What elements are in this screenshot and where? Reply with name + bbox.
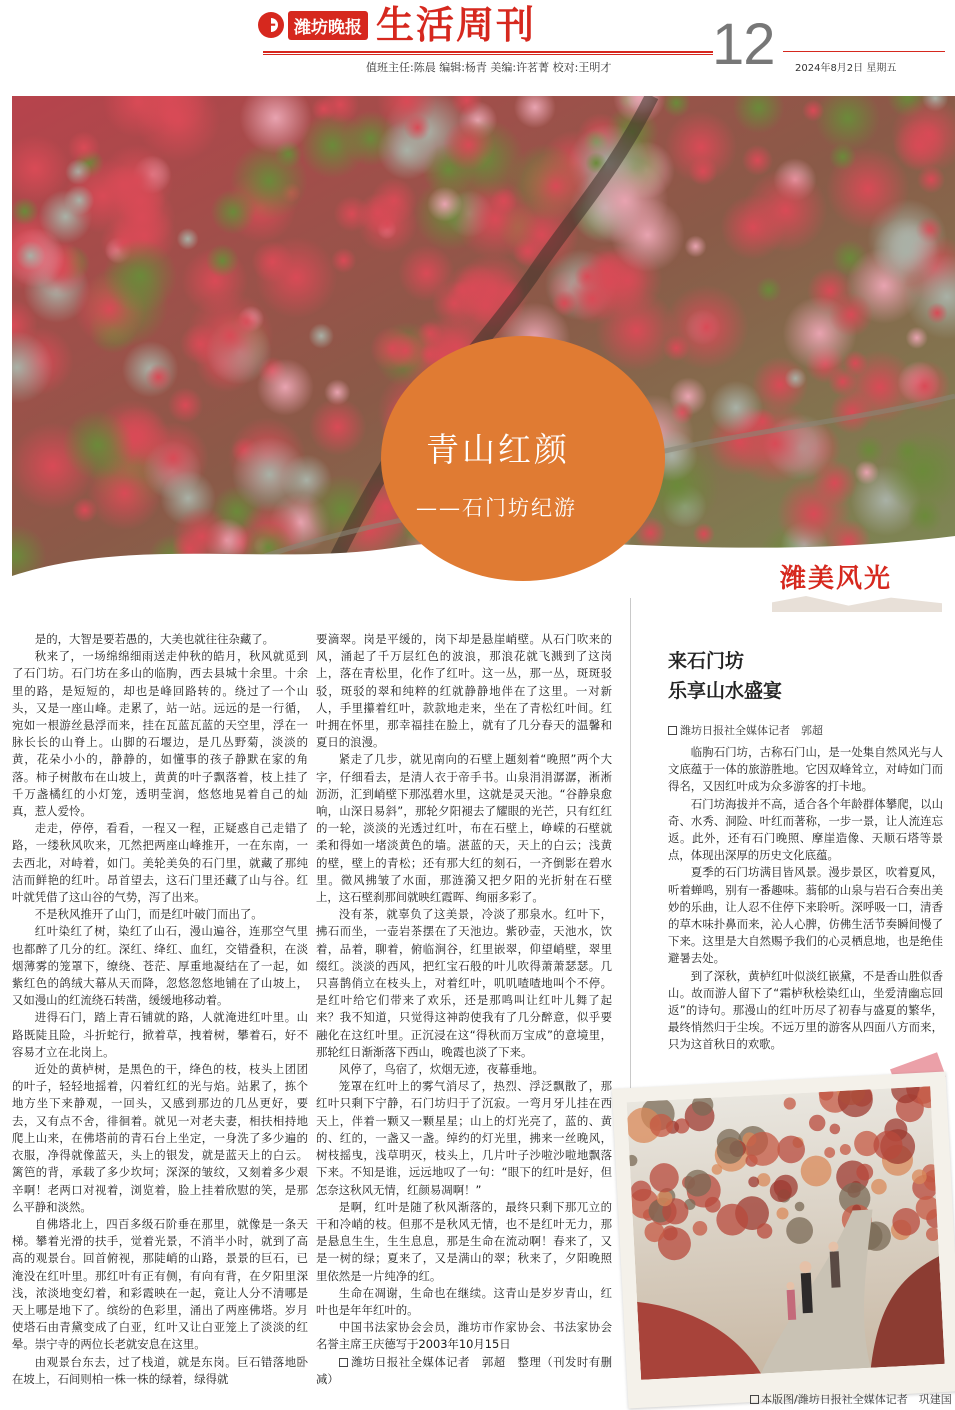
date-rule: [783, 51, 945, 52]
sidebar-title-line1: 来石门坊: [668, 650, 745, 672]
badge-decoration: [772, 596, 942, 612]
foliage-texture: [16, 241, 46, 271]
foliage-texture: [785, 368, 807, 390]
foliage-texture: [357, 193, 417, 253]
sidebar-paragraph: 石门坊海拔并不高，适合各个年龄群体攀爬，以山奇、水秀、洞险、叶红而著称，一步一景，让人流连忘返。此外，还有石门晚照、摩崖造像、天顺石塔等景点，体现出深厚的历史文化底蕴。: [668, 796, 943, 863]
article-paragraph: 是啊，红叶是随了秋风渐落的，最终只剩下那兀立的干和冷峭的枝。但那不是秋风无情，也不是红叶无力，那是悬息生生，生生息息，那是生命在流动啊！春来了，又是一树的绿；夏来了，又是满山的翠；秋来了，夕阳晚照里依然是一片纯净的红。: [316, 1199, 612, 1283]
foliage-texture: [232, 437, 307, 512]
article-column-2: [316, 631, 612, 1388]
article-paragraph: 进得石门，踏上青石铺就的路，人就淹进红叶里。山路既陡且险，斗折蛇行，掀着草，拽着树，攀着石，好不容易才立在北岗上。: [12, 1010, 308, 1059]
article-column-1: [12, 631, 308, 1388]
section-title: 生活周刊: [376, 2, 537, 47]
foliage-texture: [255, 237, 337, 319]
foliage-texture: [927, 302, 948, 323]
foliage-texture: [693, 523, 715, 545]
article-paragraph: 生命在凋谢，生命也在继续。这青山是岁岁青山，红叶也是年年红叶的。: [316, 1285, 612, 1317]
red-leaf-path-image: [627, 1086, 945, 1380]
foliage-texture: [829, 143, 856, 170]
foliage-texture: [145, 364, 172, 391]
sidebar-byline-text: 潍坊日报社全媒体记者 郭超: [680, 724, 823, 737]
sidebar-byline: [668, 722, 823, 738]
page-number: 12: [712, 12, 775, 77]
article-paragraph: 由观景台东去，过了栈道，就是东岗。巨石错落地卧在坡上，石间则柏一株一株的绿着，绿得就: [12, 1354, 308, 1386]
foliage-texture: [103, 239, 177, 313]
foliage-texture: [756, 277, 782, 303]
foliage-texture: [447, 263, 499, 315]
foliage-texture: [895, 438, 922, 465]
foliage-texture: [443, 119, 495, 171]
issue-date: 2024年8月2日 星期五: [795, 63, 897, 74]
author-note: 中国书法家协会会员，潍坊市作家协会、书法家协会名誉主席王庆德写于2003年10月15日: [316, 1320, 612, 1352]
foliage-texture: [177, 228, 199, 250]
foliage-texture: [743, 168, 827, 252]
foliage-texture: [100, 144, 174, 218]
sidebar-title: [668, 646, 782, 706]
article-paragraph: 是的，大智是要若愚的，大美也就往往杂藏了。: [34, 632, 275, 646]
foliage-texture: [68, 131, 100, 163]
foliage-texture: [63, 410, 134, 481]
sidebar-paragraph: 到了深秋，黄栌红叶似淡红嵌黛，不是香山胜似香山。故而游人留下了“霜栌秋桧染红山，坐爱清幽忘回返”的诗句。那漫山的红叶历尽了初春与盛夏的繁华，最终悄然归于尘埃。不远万里的游客从四面八方而来，只为这首秋日的欢歌。: [668, 968, 943, 1052]
masthead: [258, 2, 537, 47]
foliage-texture: [186, 292, 273, 379]
header-rule: [263, 51, 713, 53]
foliage-texture: [907, 498, 943, 534]
foliage-texture: [665, 111, 738, 184]
article-paragraph: 走走，停停，看看，一程又一程，正疑惑自己走错了路，一缕秋风吹来，兀然把两座山峰推开，一在东南，一去西北，对峙着，如门。美轮美奂的石门里，就藏了那纯洁而鲜艳的红叶。昂首望去，这石门里还藏了山与谷。红叶就凭借了这山谷的气势，泻了出来。: [12, 821, 308, 905]
square-bullet-icon: [668, 726, 677, 735]
foliage-texture: [309, 323, 334, 348]
foliage-texture: [829, 292, 874, 337]
feature-title: 青山红颜: [426, 430, 570, 469]
foliage-texture: [855, 435, 885, 465]
foliage-texture: [309, 398, 367, 456]
foliage-texture: [828, 367, 858, 397]
article-paragraph: 秋来了，一场绵绵细雨送走仲秋的皓月，秋风就觅到了石门坊。石门坊在多山的临朐，西去县城十余里。十余里的路，是短短的，却也是峰回路转的。绕过了一个山头，又是一座山峰。走累了，站一站。远远的是一行循，宛如一根游丝悬浮而来，挂在瓦蓝瓦蓝的天空里，浮在一脉长长的山脊上。山脚的石堰边，是几丛野菊，淡淡的黄，花朵小小的，静静的，如懂事的孩子静默在家的角落。柿子树散布在山坡上，黄黄的叶子飘落着，枝上挂了千万盏橘红的小灯笼，透明莹润，悠悠地晃着自己的灿真，惹人爱怜。: [12, 649, 308, 819]
foliage-texture: [873, 217, 941, 285]
brand-label: 潍坊晚报: [288, 11, 368, 40]
sidebar-paragraph: 夏季的石门坊满目皆风景。漫步景区，吹着夏风，听着蝉鸣，别有一番趣味。蓊郁的山泉与岩石合奏出美妙的乐曲，让人忍不住停下来聆听。深呼吸一口，清香的草木味扑鼻而来，沁人心脾，仿佛生活节奏瞬间慢了下来。这里是大自然赐予我们的心灵栖息地，也是绝佳避暑去处。: [668, 865, 943, 966]
sidebar-paragraph: 临朐石门坊，古称石门山，是一处集自然风光与人文底蕴于一体的旅游胜地。它因双峰耸立，对峙如门而得名，又因红叶成为众多游客的打卡地。: [668, 745, 943, 794]
article-paragraph: 没有茶，就辜负了这美景，冷淡了那泉水。红叶下，拂石而坐，一壶岩茶摆在了天池边。紫砂壶，天池水，饮着，品着，聊着，俯临涧谷，红里嵌翠，仰望峭壁，翠里缀红。淡淡的西风，把红宝石般的叶儿吹得萧萧瑟瑟。几只喜鹊俏立在枝头上，对着红叶，叽叽喳喳地叫个不停。是红叶给它们带来了欢乐，还是那鸣叫让红叶儿舞了起来？我不知道，只觉得这神韵使我有了几分醉意，似乎要融化在这红叶里。正沉浸在这“得秋而万宝成”的意境里，那轮红日渐渐落下西山，晚霞也淡了下来。: [316, 907, 612, 1059]
foliage-texture: [206, 244, 239, 277]
sidebar-title-line2: 乐享山水盛宴: [668, 680, 783, 702]
square-bullet-icon: [750, 1395, 759, 1404]
column-badge: [780, 558, 892, 595]
header-rule-thin: [263, 54, 713, 55]
article-paragraph: 紧走了几步，就见南向的石壁上题刻着“晚照”两个大字，仔细看去，是清人衣于帝手书。山泉涓涓潺潺，淅淅沥沥，汇到峭壁下那泓碧水里，这就是灵天池。“谷静泉愈响，山深日易斜”，那轮夕阳褪去了耀眼的光芒，只有红红的一轮，淡淡的光透过红叶，布在石壁上，峥嵘的石壁就柔和得如一堵淡黄色的墙。湛蓝的天，天上的白云；浅黄的壁，壁上的青松；还有那大红的刻石，一齐倒影在碧水里。微风拂皱了水面，那涟漪又把夕阳的光折射在石壁上，这石壁刹那间就映红霞晖、绚丽多彩了。: [316, 752, 612, 905]
foliage-texture: [709, 381, 763, 435]
badge-part2: 风光: [836, 564, 893, 594]
photo-credit-text: 本版图/潍坊日报社全媒体记者 巩建国: [761, 1393, 952, 1406]
article-paragraph: 要滴翠。岗是平缓的，岗下却是悬崖峭壁。从石门吹来的风，涌起了千万层红色的波浪，那浪花就飞溅到了这岗上，落在青松里，化作了红叶。这一丛，那一丛，斑斑驳驳，斑驳的翠和纯粹的红就静静地伴在了这里。一对新人，手里攥着红叶，款款地走来，坐在了青松红叶间。红叶拥在怀里，那幸福挂在脸上，就有了几分春天的温馨和夏日的浪漫。: [316, 632, 612, 750]
article-paragraph: 红叶染红了树，染红了山石，漫山遍谷，连那空气里也都醉了几分的红。深红、绛红、血红，交错叠积，在淡烟薄雾的笼罩下，缭绕、苍茫、厚重地凝结在了一起，如紫红色的鸽绒大幕从天而降，忽悠忽悠地铺在了山坡上，又如漫山的红流绕石转凿，缓缓地移动着。: [12, 924, 308, 1008]
foliage-texture: [685, 235, 707, 257]
photo-credit: [750, 1391, 952, 1407]
logo-mark-icon: [258, 12, 284, 38]
badge-part1: 潍美: [780, 564, 837, 594]
article-paragraph: 风停了，鸟宿了，炊烟无迹，夜幕垂地。: [338, 1062, 544, 1077]
foliage-texture: [64, 185, 94, 215]
foliage-texture: [230, 142, 307, 219]
foliage-texture: [168, 387, 204, 423]
article-paragraph: 不是秋风推开了山门，而是红叶破门而出了。: [34, 907, 263, 922]
article-paragraph: 自佛塔北上，四百多级石阶垂在那里，就像是一条天梯。攀着光滑的扶手，觉着光景，不消半小时，就到了高高的观景台。回首俯视，那陡峭的山路，景景的巨石，已淹没在红叶里。那红叶有正有侧，有向有背，在夕阳里深浅，浓淡地变幻着，和彩霞映在一起，竟让人分不清哪是天上哪是地下了。缤纷的色彩里，涌出了两座佛塔。岁月使塔石由青黛变成了白亚，红叶又让白亚笼上了淡淡的红晕。崇宁寺的两位长老就安息在这里。: [12, 1216, 308, 1352]
feature-subtitle: ——石门坊纪游: [416, 496, 577, 520]
byline-text: 潍坊日报社全媒体记者 郭超 整理（刊发时有删减）: [316, 1354, 612, 1386]
square-bullet-icon: [339, 1358, 348, 1367]
foliage-texture: [777, 476, 852, 551]
foliage-texture: [802, 100, 824, 122]
article-paragraph: 近处的黄栌树，是黑色的干，绛色的枝，枝头上团团的叶子，轻轻地摇着，闪着红红的光与焰。站累了，拣个地方坐下来静观，一回头，又感到那边的几丛更好，要去，又有点不舍，徘徊着。就见一对老夫妻，相扶相持地爬上山来，在佛塔前的青石台上坐定，一身洗了多少遍的衣服，净得就像蓝天，头上的银发，就是蓝天上的白云。篱笆的背，承载了多少坎坷；深深的皱纹，又刻着多少艰辛啊！老两口对视着，浏览着，脸上挂着欣慰的笑，是那么平静和淡然。: [12, 1062, 308, 1214]
foliage-texture: [370, 326, 415, 371]
article-byline: [316, 1354, 612, 1388]
foliage-texture: [664, 285, 749, 370]
foliage-texture: [742, 145, 773, 176]
sidebar-body: [668, 744, 943, 1054]
article-paragraph: 笼罩在红叶上的雾气消尽了，热烈、浮泛飘散了，那红叶只剩下宁静，石门坊归于了沉寂。一弯月牙儿挂在西天上，伴着一颗又一颗星星；山上的灯光亮了，蓝的、黄的、红的，一盏又一盏。绰约的灯光里，拂来一丝晚风，树枝摇曳，浅草明灭，枝头上，几片叶子沙啦沙啦地飘落下来。不知是谁，远远地叹了一句：“眼下的红叶是好，但怎奈这秋风无情，红颜易凋啊！”: [316, 1079, 612, 1197]
visitors-path-photo: [627, 1086, 945, 1380]
staff-credits: 值班主任:陈晨 编辑:杨青 美编:许茗菁 校对:王明才: [366, 61, 612, 74]
polaroid-photo: [612, 1071, 955, 1408]
